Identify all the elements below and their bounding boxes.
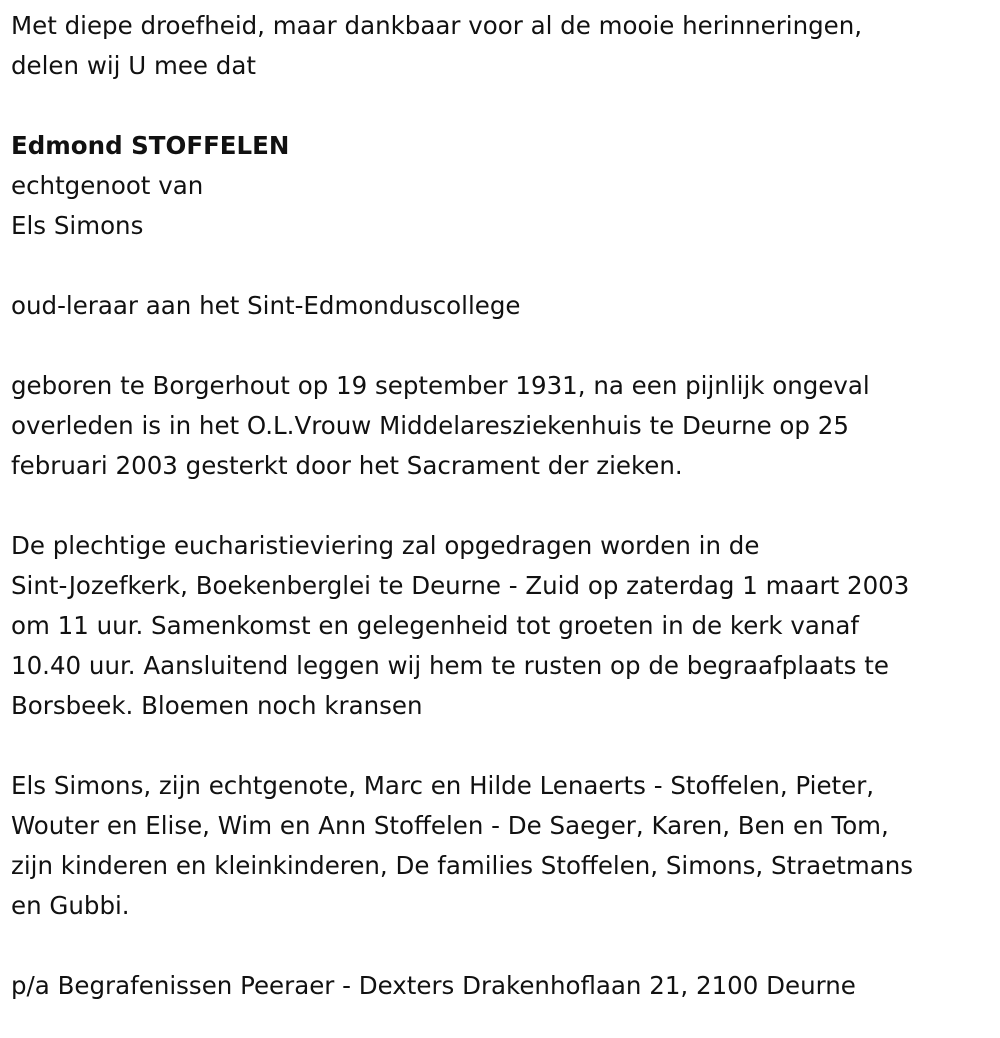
family-line-4: en Gubbi. [11, 891, 130, 920]
intro-line-1: Met diepe droefheid, maar dankbaar voor al de mooie herinneringen, [11, 11, 863, 40]
family-line-3: zijn kinderen en kleinkinderen, De families Stoffelen, Simons, Straetmans [11, 851, 914, 880]
birth-death-line-2: overleden is in het O.L.Vrouw Middelaresziekenhuis te Deurne op 25 [11, 411, 849, 440]
occupation-text: oud-leraar aan het Sint-Edmonduscollege [11, 291, 521, 320]
spouse-name: Els Simons [11, 211, 144, 240]
ceremony-line-5: Borsbeek. Bloemen noch kransen [11, 691, 423, 720]
ceremony-line-4: 10.40 uur. Aansluitend leggen wij hem te rusten op de begraafplaats te [11, 651, 889, 680]
ceremony-line-2: Sint-Jozefkerk, Boekenberglei te Deurne - Zuid op zaterdag 1 maart 2003 [11, 571, 910, 600]
deceased-name: Edmond STOFFELEN [11, 131, 290, 160]
family-line-1: Els Simons, zijn echtgenote, Marc en Hilde Lenaerts - Stoffelen, Pieter, [11, 771, 875, 800]
spacer [11, 726, 991, 766]
birth-death-line-3: februari 2003 gesterkt door het Sacrament der zieken. [11, 451, 683, 480]
relation-text: echtgenoot van [11, 171, 204, 200]
family-line-2: Wouter en Elise, Wim en Ann Stoffelen - De Saeger, Karen, Ben en Tom, [11, 811, 889, 840]
spacer [11, 326, 991, 366]
ceremony-line-3: om 11 uur. Samenkomst en gelegenheid tot groeten in de kerk vanaf [11, 611, 860, 640]
spacer [11, 86, 991, 126]
intro-line-2: delen wij U mee dat [11, 51, 256, 80]
ceremony-line-1: De plechtige eucharistieviering zal opgedragen worden in de [11, 531, 760, 560]
spacer [11, 926, 991, 966]
address-line: p/a Begrafenissen Peeraer - Dexters Drakenhoflaan 21, 2100 Deurne [11, 971, 856, 1000]
birth-death-line-1: geboren te Borgerhout op 19 september 1931, na een pijnlijk ongeval [11, 371, 870, 400]
obituary-text [11, 6, 991, 1006]
spacer [11, 486, 991, 526]
spacer [11, 246, 991, 286]
